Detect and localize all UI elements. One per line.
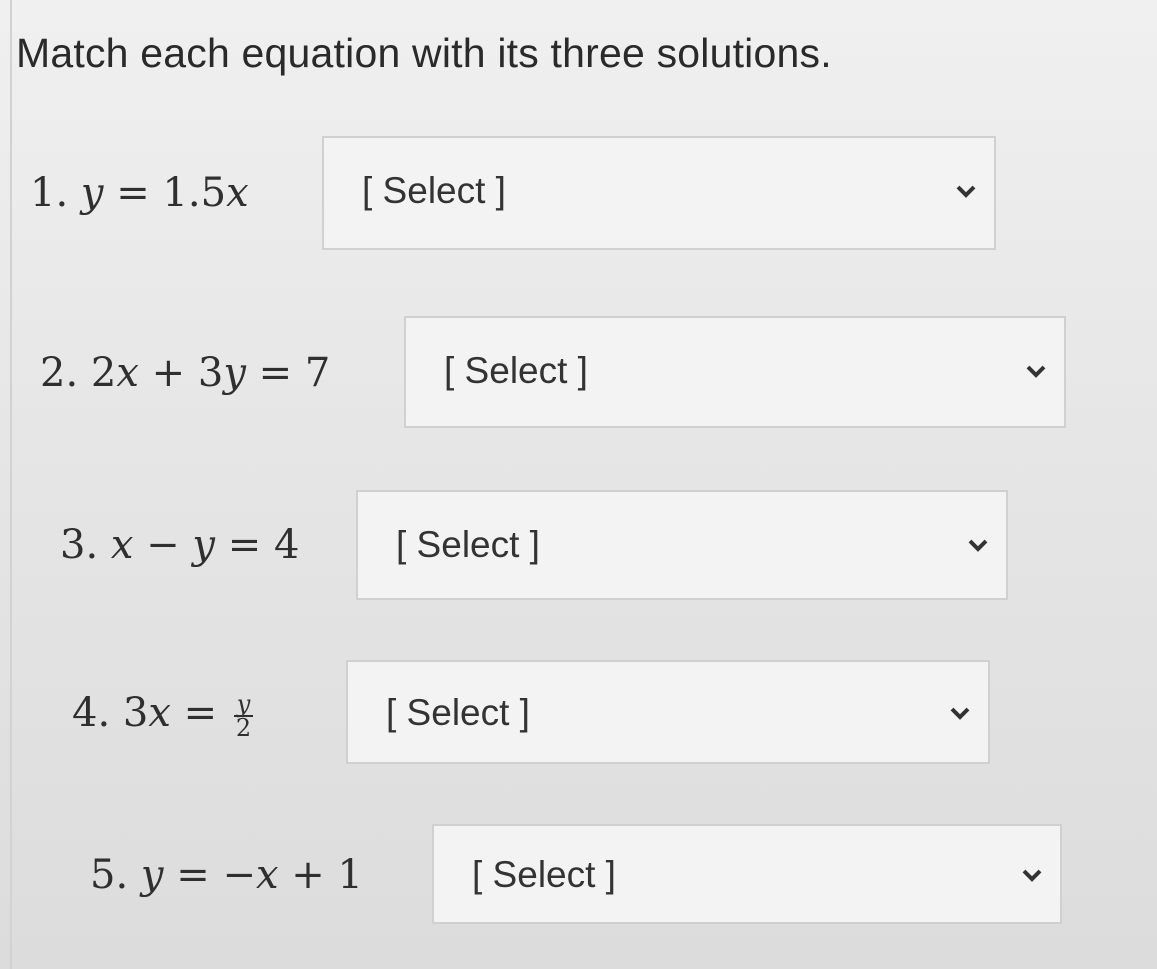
solution-select-3[interactable] xyxy=(356,490,1008,600)
chevron-down-icon xyxy=(1022,868,1042,882)
solution-select-1[interactable] xyxy=(322,136,996,250)
solution-select-5[interactable] xyxy=(432,824,1062,924)
equation-4: 4. 3x = $\frac{y}{2}$ xyxy=(72,690,252,742)
solution-select-2[interactable] xyxy=(404,316,1066,428)
equation-number: 2. xyxy=(40,350,79,396)
left-border xyxy=(10,0,12,969)
equation-number: 4. xyxy=(72,690,111,736)
select-placeholder: [ Select ] xyxy=(472,854,616,895)
select-placeholder: [ Select ] xyxy=(386,692,530,733)
fraction-y-over-2: $\frac{y}{2}$ xyxy=(235,690,252,742)
equation-5: 5. y = −x + 1 xyxy=(90,852,363,898)
equation-1: 1. y = 1.5x xyxy=(30,170,249,216)
select-placeholder: [ Select ] xyxy=(396,524,540,565)
question-prompt: Match each equation with its three solutions. xyxy=(16,30,832,76)
equation-number: 1. xyxy=(30,170,69,216)
select-placeholder: [ Select ] xyxy=(444,350,588,391)
chevron-down-icon xyxy=(1026,364,1046,378)
chevron-down-icon xyxy=(950,706,970,720)
chevron-down-icon xyxy=(968,538,988,552)
equation-3: 3. x − y = 4 xyxy=(60,522,300,568)
equation-number: 5. xyxy=(90,852,129,898)
solution-select-4[interactable] xyxy=(346,660,990,764)
chevron-down-icon xyxy=(956,184,976,198)
equation-2: 2. 2x + 3y = 7 xyxy=(40,350,331,396)
select-placeholder: [ Select ] xyxy=(362,170,506,211)
equation-number: 3. xyxy=(60,522,99,568)
